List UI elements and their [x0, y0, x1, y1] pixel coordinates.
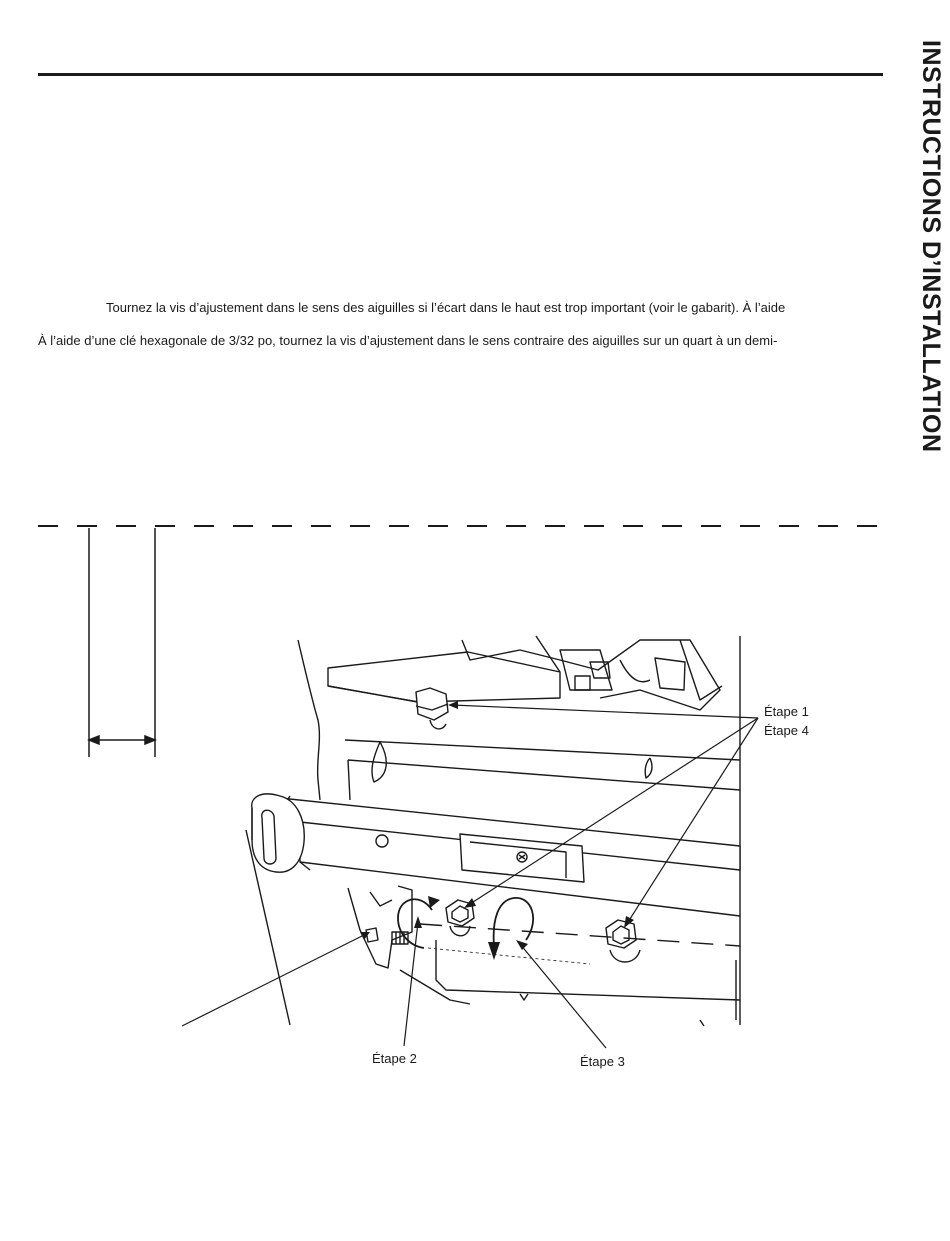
side-section-title: INSTRUCTIONS D’INSTALLATION	[917, 40, 945, 453]
step-4-label: Étape 4	[764, 723, 809, 738]
step-1-label: Étape 1	[764, 704, 809, 719]
gap-gauge	[89, 528, 155, 757]
step-leader-lines	[182, 701, 758, 1048]
step-1-4-label	[764, 702, 809, 740]
step-2-label: Étape 2	[372, 1051, 417, 1066]
hinge-assembly-drawing	[246, 636, 740, 1026]
instruction-paragraph-1: Tournez la vis d’ajustement dans le sens des aiguilles si l’écart dans le haut est trop important (voir le gabarit). À l’aide	[106, 300, 786, 315]
instruction-paragraph-2: À l’aide d’une clé hexagonale de 3/32 po, tournez la vis d’ajustement dans le sens contraire des aiguilles sur un quart à un demi-	[38, 333, 778, 348]
step-3-label: Étape 3	[580, 1054, 625, 1069]
